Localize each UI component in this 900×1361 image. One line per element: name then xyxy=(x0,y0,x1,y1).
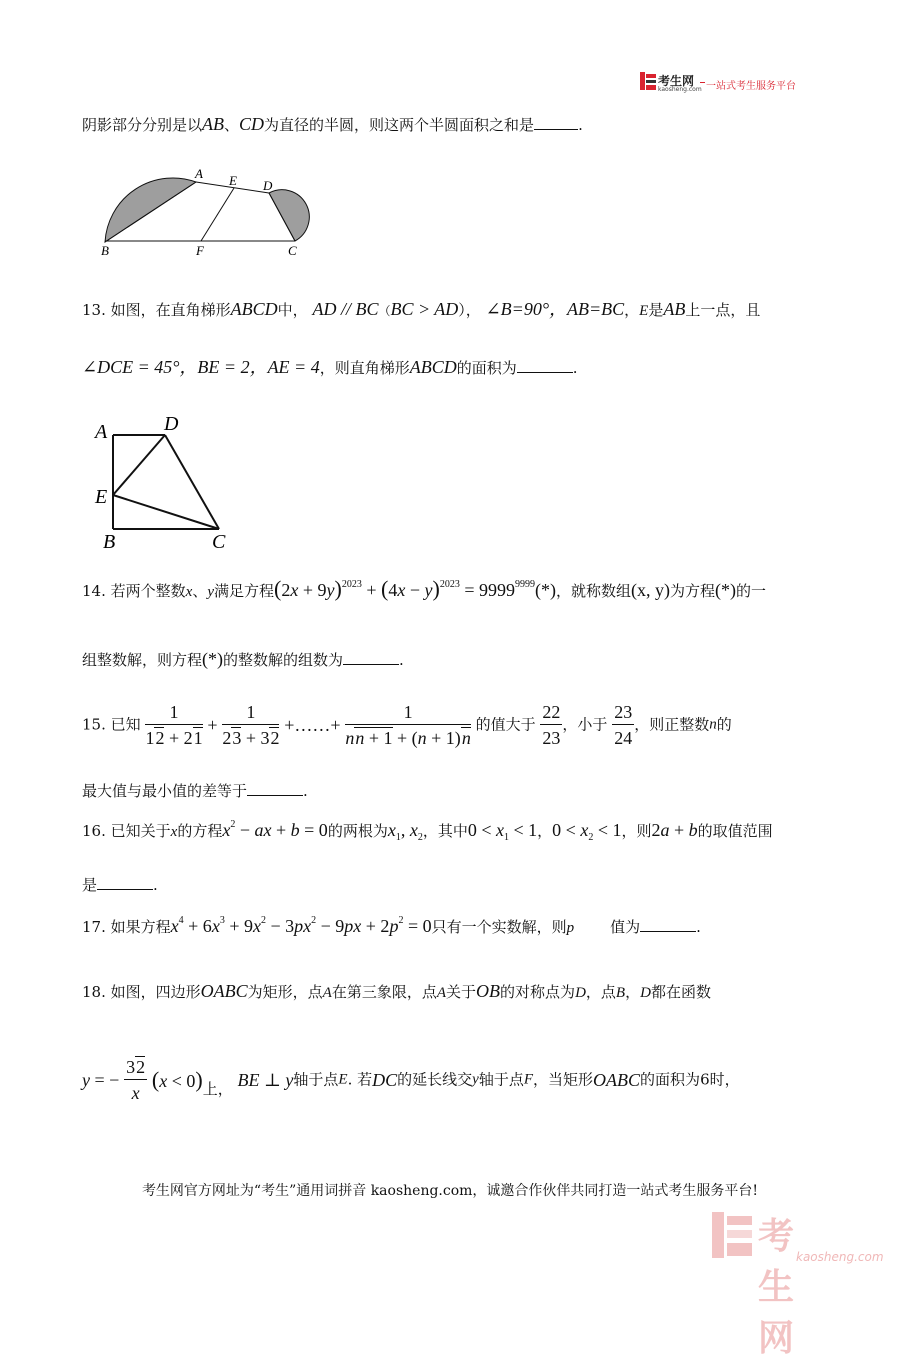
q16-line2: 是 . xyxy=(82,876,158,894)
label-b: B xyxy=(101,243,109,258)
label-c: C xyxy=(288,243,297,258)
q13-line1: 13. 如图，在直角梯形ABCD中， AD // BC（BC > AD）， ∠B=90°，AB=BC，E是AB上一点，且 xyxy=(82,299,761,319)
q13-line2: ∠DCE = 45°，BE = 2，AE = 4，则直角梯形ABCD的面积为 . xyxy=(82,357,578,377)
answer-blank xyxy=(534,129,578,130)
answer-blank xyxy=(97,889,153,890)
watermark-logo-icon xyxy=(712,1212,752,1258)
label-d: D xyxy=(263,178,273,193)
q14-line2: 组整数解，则方程(*)的整数解的组数为 . xyxy=(82,649,404,669)
footer-text: 考生网官方网址为“考生”通用词拼音 kaosheng.com，诚邀合作伙伴共同打造一站式考生服务平台! xyxy=(141,1183,759,1199)
q15-line2: 最大值与最小值的差等于 . xyxy=(82,782,308,800)
watermark-url: kaosheng.com xyxy=(796,1250,884,1264)
label-e: E xyxy=(229,173,237,188)
header-slogan: 一站式考生服务平台 xyxy=(706,81,796,92)
label-a: A xyxy=(195,166,203,181)
answer-blank xyxy=(517,372,573,373)
q13-figure xyxy=(92,410,242,555)
q15-line1: 15. 已知 $\frac{1}{12 + 21}$ + $\frac{1}{23 + 32}$ +……+ $\frac{1}{nn + 1 + (n + 1)n}$ 的值大于 $\frac{22}{23}$ ，小于 $\frac{23}{24}$ ，则正整数n的 xyxy=(82,702,732,748)
q14-line1: 14. 若两个整数x、y满足方程$(2x + 9y)^{2023} + (4x - y)^{2023} = 9999^{9999}(*)$，就称数组(x, y)为方程(*)的一 xyxy=(82,576,767,601)
label-c: C xyxy=(212,531,226,553)
label-e: E xyxy=(95,486,108,508)
q12-text: 阴影部分分别是以AB、CD为直径的半圆，则这两个半圆面积之和是 . xyxy=(82,114,583,134)
q18-line2: y = − $\frac{32}{x}$ (x < 0)上， BE ⊥ y轴于点E. 若DC的延长线交y轴于点F，当矩形OABC的面积为6时， xyxy=(82,1057,740,1103)
semicircle-ab xyxy=(105,178,196,242)
label-b: B xyxy=(103,531,116,553)
q18-line1: 18. 如图，四边形OABC为矩形，点A在第三象限，点A关于OB的对称点为D，点B，D都在函数 xyxy=(82,981,711,1001)
q17-line: 17. 如果方程$x^4 + 6x^3 + 9x^2 - 3px^2 - 9px + 2p^2 = 0$只有一个实数解，则p 值为 . xyxy=(82,915,701,936)
q16-line1: 16. 已知关于x的方程$x^2$ − ax + b = 0的两根为$x_1$, $x_2$，其中$0 < x_1 < 1$，$0 < x_2 < 1$，则2a + b的取值范围 xyxy=(82,819,773,843)
label-a: A xyxy=(95,421,108,443)
answer-blank xyxy=(247,795,303,796)
label-d: D xyxy=(164,413,179,435)
kaosheng-logo-icon xyxy=(640,72,656,90)
label-f: F xyxy=(196,243,204,258)
q12-figure xyxy=(88,150,323,260)
semicircle-cd xyxy=(269,190,309,241)
answer-blank xyxy=(640,931,696,932)
answer-blank xyxy=(343,664,399,665)
brand-name: 考生网 xyxy=(658,74,695,88)
brand-domain: kaosheng.com xyxy=(658,86,702,93)
watermark-text: 考生网 xyxy=(758,1216,797,1359)
